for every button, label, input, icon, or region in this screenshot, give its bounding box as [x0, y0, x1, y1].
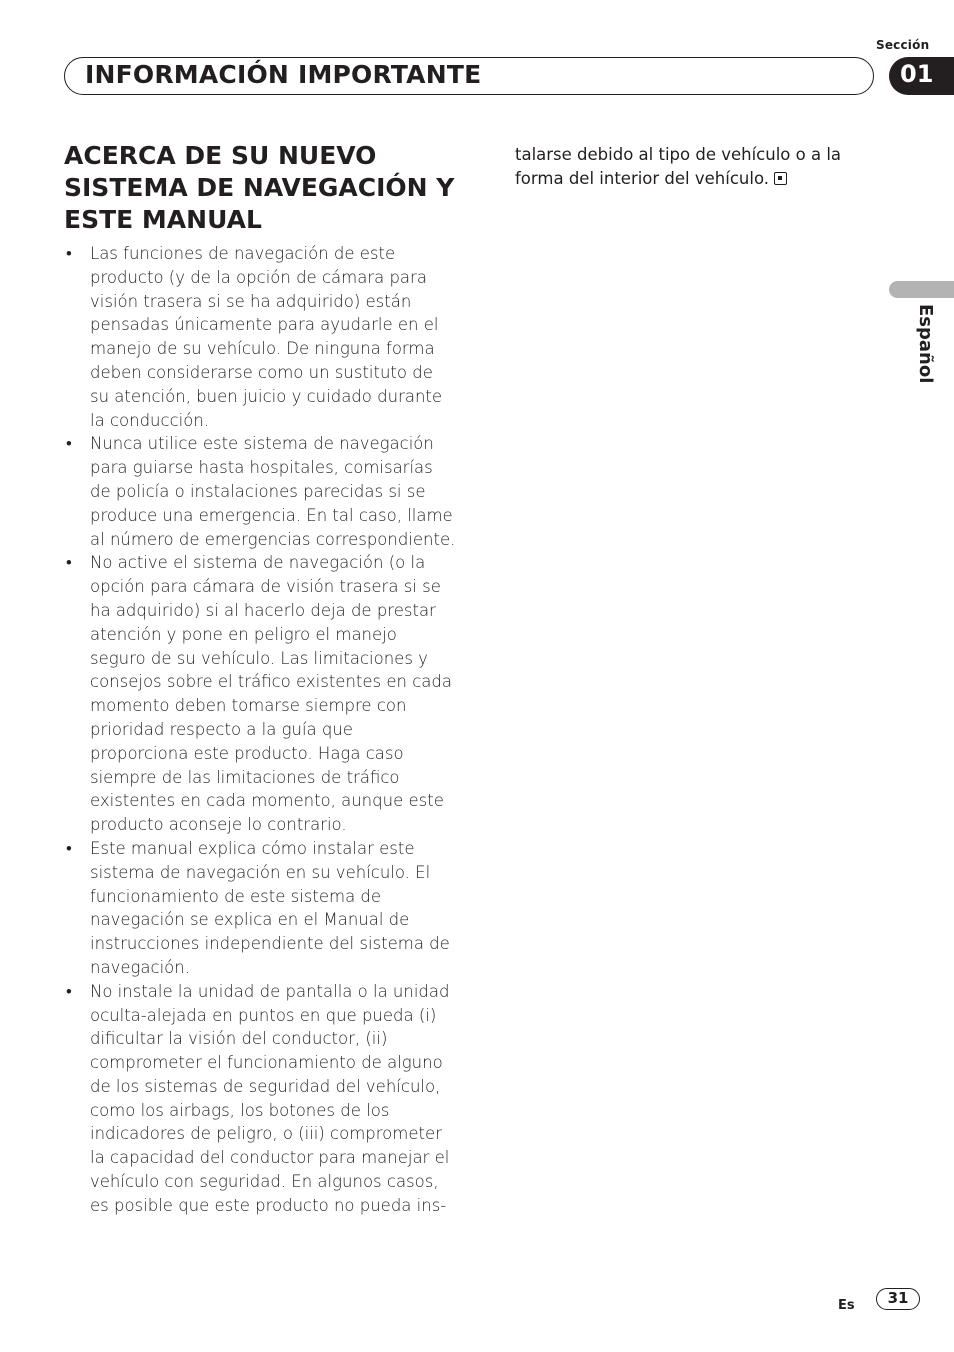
bullet-item	[64, 242, 456, 432]
bullet-text: Nunca utilice este sistema de navegación para guiarse hasta hospitales, comisarías de policía o instalaciones parecidas si se produce una emergencia. En tal caso, llame al número de emergencias correspondiente.	[90, 434, 456, 549]
bullet-dot-icon: •	[66, 553, 72, 573]
language-tab	[889, 281, 954, 298]
bullet-dot-icon: •	[66, 434, 72, 454]
bullet-item	[64, 551, 456, 837]
language-label: Español	[915, 304, 936, 384]
page-heading: ACERCA DE SU NUEVO SISTEMA DE NAVEGACIÓN Y ESTE MANUAL	[64, 141, 455, 234]
bullet-dot-icon: •	[66, 981, 72, 1001]
bullet-item	[64, 980, 456, 1218]
section-badge	[889, 57, 954, 95]
bullet-text: Este manual explica cómo instalar este sistema de navegación en su vehículo. El funcionamiento de este sistema de navegación se explica en el Manual de instrucciones independiente del sistema de navegación.	[90, 838, 450, 977]
bullet-dot-icon: •	[66, 838, 72, 858]
bullet-list	[64, 242, 456, 1218]
bullet-text: Las funciones de navegación de este producto (y de la opción de cámara para visión trasera si se ha adquirido) están pensadas únicamente para ayudarle en el manejo de su vehículo. De ninguna forma deben considerarse como un sustituto de su atención, buen juicio y cuidado durante la conducción.	[90, 244, 443, 430]
continuation-text: talarse debido al tipo de vehículo o a la forma del interior del vehículo.	[515, 145, 842, 188]
section-number: 01	[900, 60, 934, 88]
chapter-header	[64, 57, 874, 95]
bullet-item	[64, 837, 456, 980]
bullet-text: No active el sistema de navegación (o la opción para cámara de visión trasera si se ha adquirido) si al hacerlo deja de prestar atención y pone en peligro el manejo seguro de su vehículo. Las limitaciones y consejos sobre el tráfico existentes en cada momento deben tomarse siempre con prioridad respecto a la guía que proporciona este producto. Haga caso siempre de las limitaciones de tráfico existentes en cada momento, aunque este producto aconseje lo contrario.	[90, 553, 452, 835]
page-number: 31	[876, 1288, 920, 1310]
chapter-title: INFORMACIÓN IMPORTANTE	[85, 60, 482, 89]
section-label: Sección	[876, 38, 930, 52]
right-column	[515, 143, 885, 191]
footer-language-code: Es	[838, 1298, 855, 1313]
bullet-text: No instale la unidad de pantalla o la unidad oculta-alejada en puntos en que pueda (i) dificultar la visión del conductor, (ii) comprometer el funcionamiento de alguno de los sistemas de seguridad del vehículo, como los airbags, los botones de los indicadores de peligro, o (iii) comprometer la capacidad del conductor para manejar el vehículo con seguridad. En algunos casos, es posible que este producto no pueda ins-	[90, 981, 450, 1215]
bullet-item	[64, 432, 456, 551]
end-of-section-icon	[774, 172, 787, 185]
bullet-dot-icon: •	[66, 244, 72, 263]
left-column	[64, 140, 456, 1218]
